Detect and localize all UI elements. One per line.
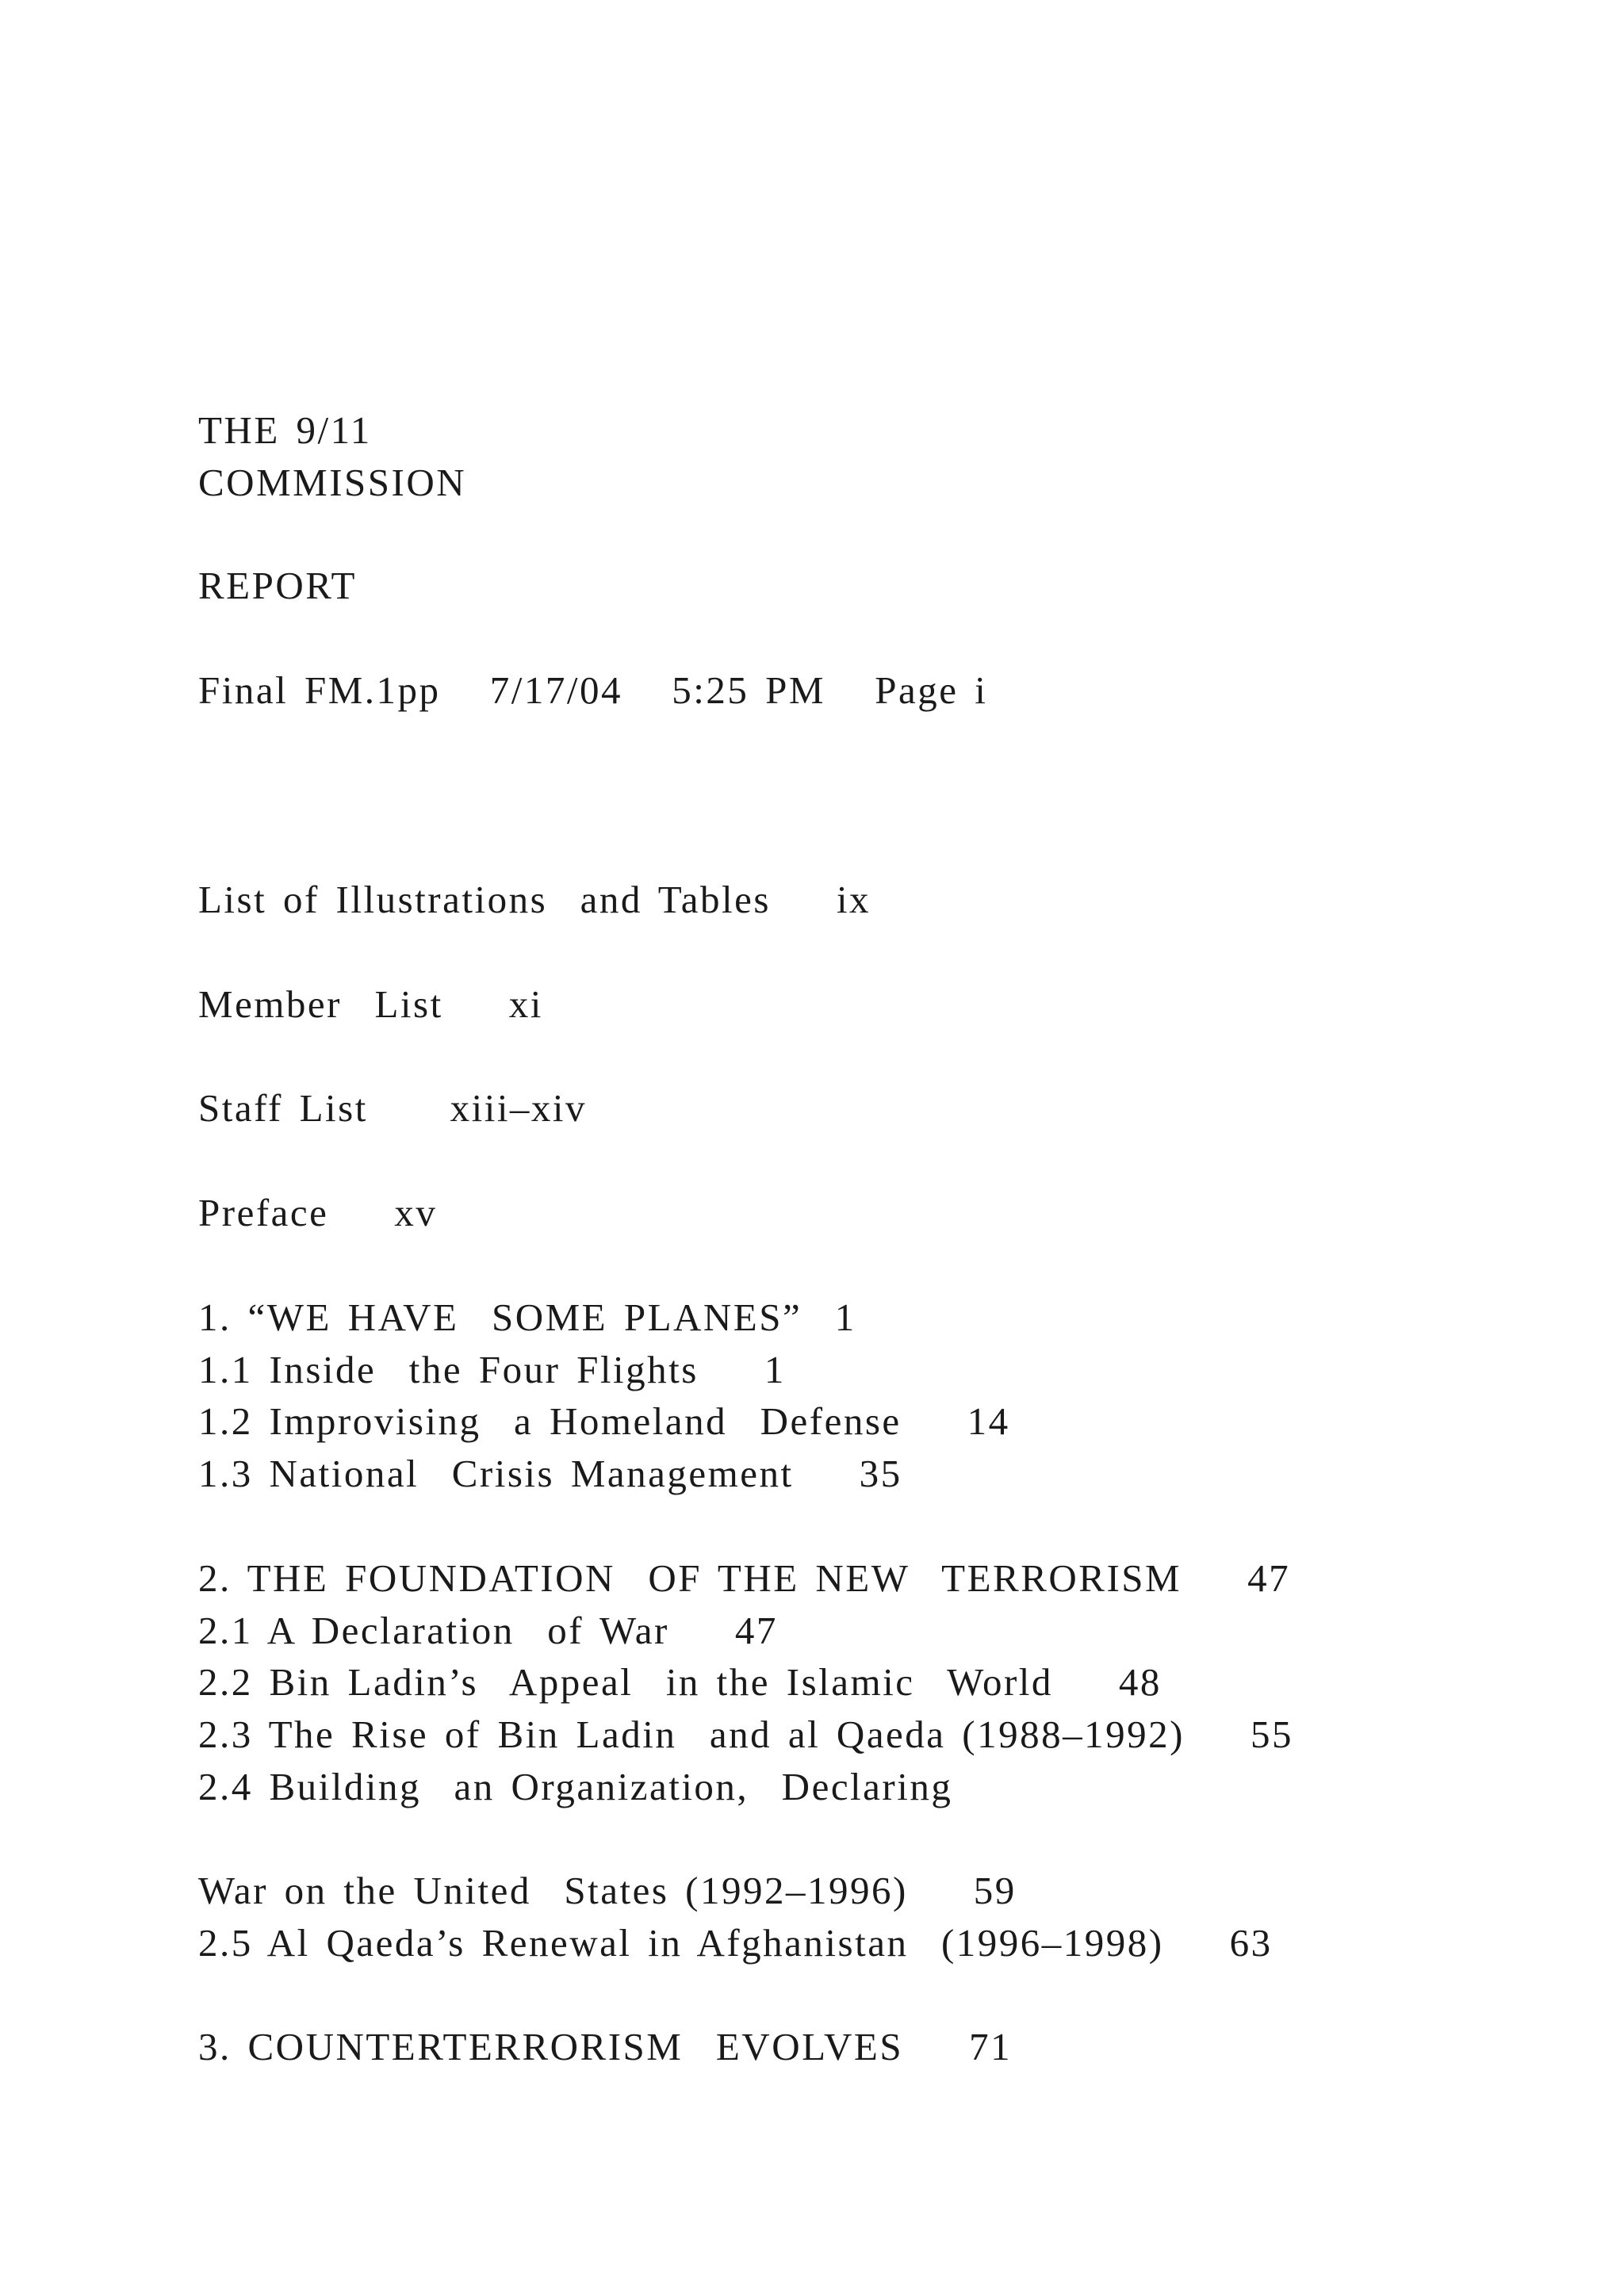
toc-section: 2.3 The Rise of Bin Ladin and al Qaeda (1988–1992) 55 bbox=[198, 1712, 1293, 1756]
chapter-heading: 3. COUNTERTERRORISM EVOLVES 71 bbox=[198, 2025, 1013, 2068]
title-line-3: REPORT bbox=[198, 564, 357, 607]
title-line-2: COMMISSION bbox=[198, 461, 467, 504]
toc-entry: List of Illustrations and Tables ix bbox=[198, 878, 871, 921]
toc-section: 1.3 National Crisis Management 35 bbox=[198, 1452, 902, 1495]
toc-section: 1.1 Inside the Four Flights 1 bbox=[198, 1348, 786, 1391]
toc-section: 2.1 A Declaration of War 47 bbox=[198, 1609, 778, 1652]
toc-entry: Staff List xiii–xiv bbox=[198, 1086, 588, 1130]
toc-section: War on the United States (1992–1996) 59 bbox=[198, 1869, 1017, 1912]
toc-section: 2.2 Bin Ladin’s Appeal in the Islamic World 48 bbox=[198, 1660, 1162, 1704]
toc-entry: Member List xi bbox=[198, 982, 543, 1026]
toc-section: 2.5 Al Qaeda’s Renewal in Afghanistan (1996–1998) 63 bbox=[198, 1921, 1273, 1965]
toc-entry: Preface xv bbox=[198, 1191, 438, 1234]
toc-section: 2.4 Building an Organization, Declaring bbox=[198, 1765, 953, 1808]
toc-section: 1.2 Improvising a Homeland Defense 14 bbox=[198, 1399, 1010, 1443]
chapter-heading: 2. THE FOUNDATION OF THE NEW TERRORISM 47 bbox=[198, 1556, 1291, 1600]
header-stamp: Final FM.1pp 7/17/04 5:25 PM Page i bbox=[198, 668, 988, 712]
chapter-heading: 1. “WE HAVE SOME PLANES” 1 bbox=[198, 1295, 856, 1339]
title-line-1: THE 9/11 bbox=[198, 408, 372, 452]
